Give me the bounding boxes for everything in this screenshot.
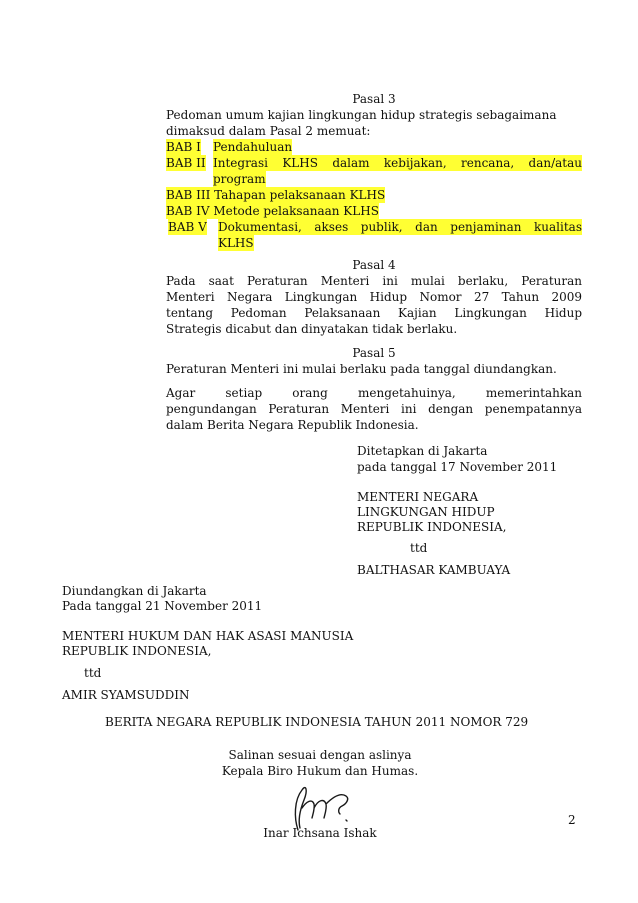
bab-3: BAB III Tahapan pelaksanaan KLHS	[166, 188, 386, 202]
bab-4: BAB IV Metode pelaksanaan KLHS	[166, 204, 379, 218]
berita-negara-line: BERITA NEGARA REPUBLIK INDONESIA TAHUN 2011 NOMOR 729	[105, 715, 529, 729]
salinan-line-1: Salinan sesuai dengan aslinya	[228, 748, 412, 762]
bab-5-label: BAB V	[168, 220, 207, 234]
pasal-4-line-1: Pada saat Peraturan Menteri ini mulai berlaku, Peraturan	[166, 274, 582, 288]
pasal-3-intro-line-1: Pedoman umum kajian lingkungan hidup strategis sebagaimana	[166, 108, 557, 122]
pasal-5-line-2: Agar setiap orang mengetahuinya, memerintahkan	[166, 386, 582, 400]
pasal-3-heading: Pasal 3	[352, 92, 396, 106]
pasal-4-line-2: Menteri Negara Lingkungan Hidup Nomor 27 Tahun 2009	[166, 290, 582, 304]
penetapan-office-line-3: REPUBLIK INDONESIA,	[357, 520, 507, 534]
bab-5-title-line-1: Dokumentasi, akses publik, dan penjaminan kualitas	[218, 220, 582, 234]
pasal-5-line-1: Peraturan Menteri ini mulai berlaku pada tanggal diundangkan.	[166, 362, 557, 376]
pengundangan-office-line-1: MENTERI HUKUM DAN HAK ASASI MANUSIA	[62, 629, 354, 643]
pasal-4-heading: Pasal 4	[352, 258, 396, 272]
penetapan-date: pada tanggal 17 November 2011	[357, 460, 558, 474]
pasal-5-line-3: pengundangan Peraturan Menteri ini dengan penempatannya	[166, 402, 582, 416]
penetapan-office-line-1: MENTERI NEGARA	[357, 490, 479, 504]
pasal-3-intro-line-2: dimaksud dalam Pasal 2 memuat:	[166, 124, 371, 138]
pengundangan-date: Pada tanggal 21 November 2011	[62, 599, 263, 613]
bab-2-title-line-2: program	[213, 172, 266, 186]
pengundangan-office-line-2: REPUBLIK INDONESIA,	[62, 644, 212, 658]
pengundangan-place: Diundangkan di Jakarta	[62, 584, 207, 598]
penetapan-place: Ditetapkan di Jakarta	[357, 444, 488, 458]
pasal-4-line-4: Strategis dicabut dan dinyatakan tidak berlaku.	[166, 322, 458, 336]
bab-1-title: Pendahuluan	[213, 140, 293, 154]
bab-2-label: BAB II	[166, 156, 206, 170]
penetapan-ttd: ttd	[410, 541, 428, 555]
pasal-4-line-3: tentang Pedoman Pelaksanaan Kajian Lingkungan Hidup	[166, 306, 582, 320]
pasal-5-heading: Pasal 5	[352, 346, 396, 360]
penetapan-signatory-name: BALTHASAR KAMBUAYA	[357, 563, 511, 577]
penetapan-office-line-2: LINGKUNGAN HIDUP	[357, 505, 495, 519]
salinan-signatory-name: Inar Ichsana Ishak	[263, 826, 377, 840]
pengundangan-ttd: ttd	[84, 666, 102, 680]
page-number: 2	[568, 813, 576, 827]
bab-1-label: BAB I	[166, 140, 201, 154]
pengundangan-signatory-name: AMIR SYAMSUDDIN	[62, 688, 190, 702]
bab-5-title-line-2: KLHS	[218, 236, 254, 250]
salinan-line-2: Kepala Biro Hukum dan Humas.	[221, 764, 419, 778]
pasal-5-line-4: dalam Berita Negara Republik Indonesia.	[166, 418, 419, 432]
bab-2-title-line-1: Integrasi KLHS dalam kebijakan, rencana, dan/atau	[213, 156, 582, 170]
